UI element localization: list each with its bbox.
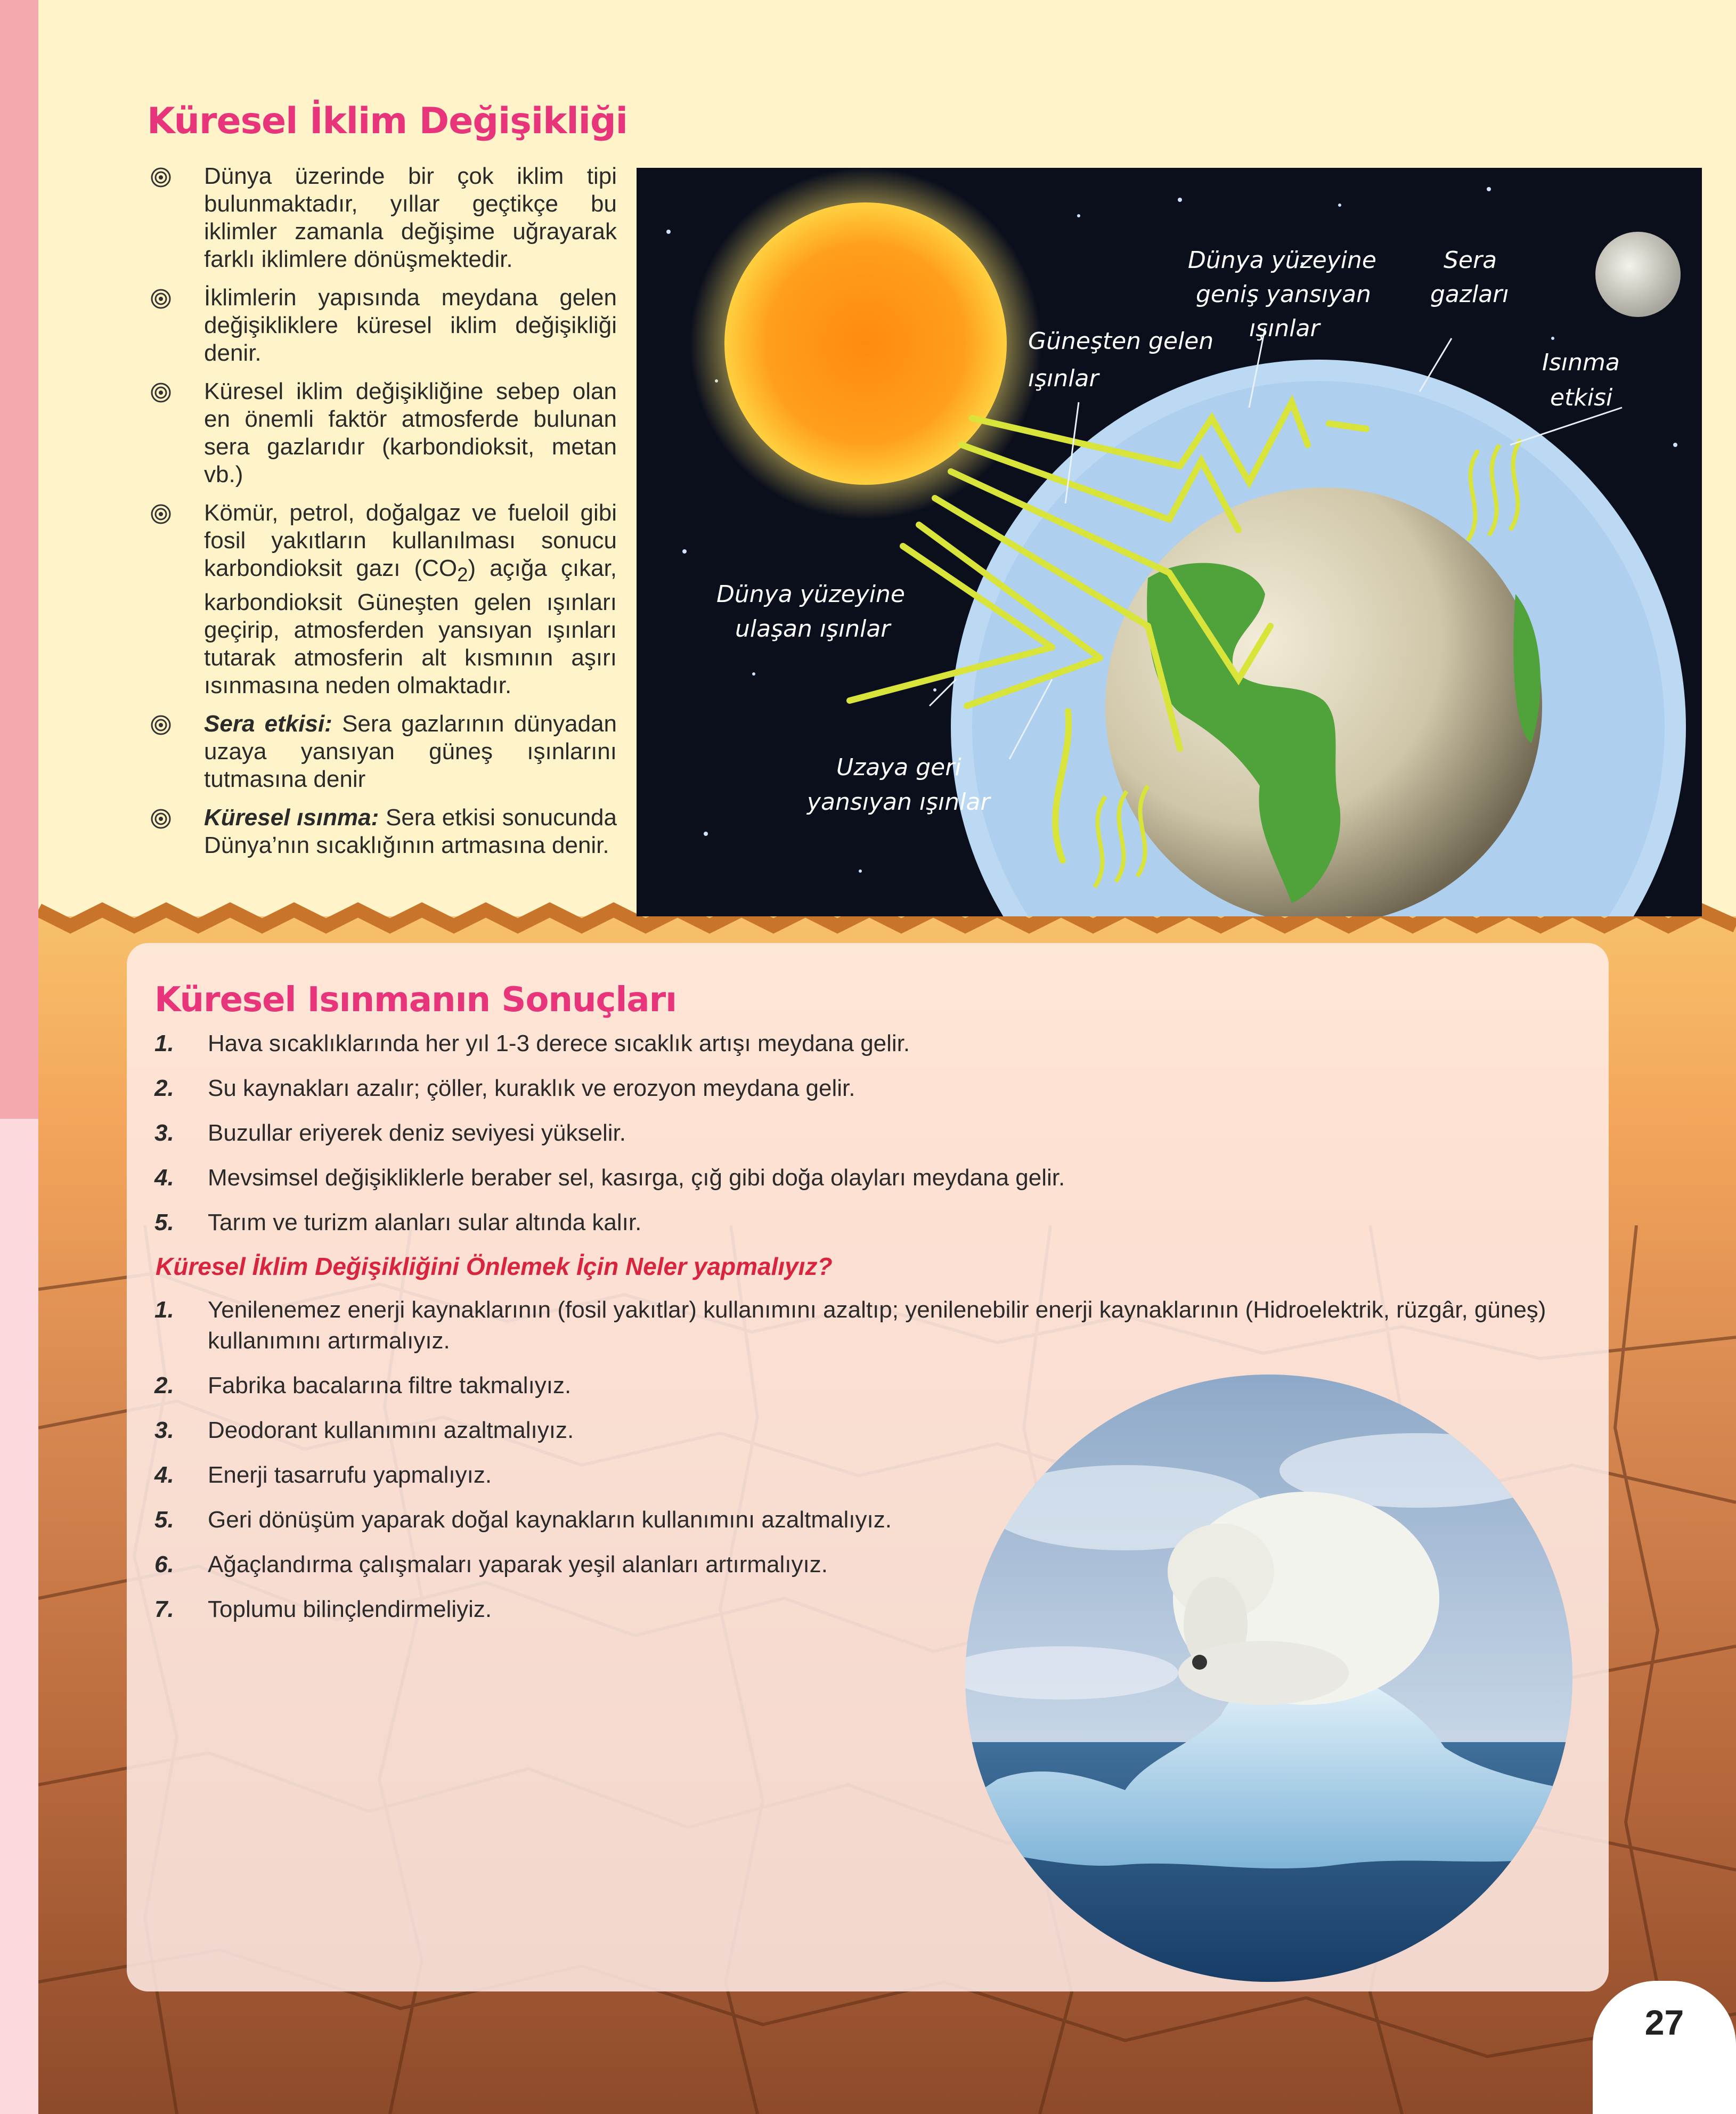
item-number: 5.: [154, 1507, 174, 1533]
warming-results-list: [154, 1028, 1065, 1238]
bullet-text: Sera etkisi sonucunda Dünya’nın sıcaklığının artmasına denir.: [204, 804, 617, 858]
label-reach-surface: Dünya yüzeyine: [716, 581, 905, 608]
bullet-item: [148, 710, 617, 793]
item-text: Fabrika bacalarına filtre takmalıyız.: [208, 1372, 572, 1399]
item-number: 4.: [154, 1462, 174, 1488]
label-warming-2: etkisi: [1550, 384, 1613, 411]
item-number: 5.: [154, 1209, 174, 1235]
item-text: Su kaynakları azalır; çöller, kuraklık ve erozyon meydana gelir.: [208, 1075, 855, 1101]
spiral-bullet-icon: [150, 714, 172, 736]
bullet-text: Kömür, petrol, doğalgaz ve fueloil gibi fosil yakıtların kullanılması sonucu karbondioksit gazı (CO: [204, 500, 617, 581]
greenhouse-effect-diagram: [637, 168, 1702, 916]
item-number: 1.: [154, 1297, 174, 1323]
item-text: Yenilenemez enerji kaynaklarının (fosil yakıtlar) kullanımını azaltıp; yenilenebilir enerji kaynaklarının (Hidroelektrik, rüzgâr, güneş) kullanımını artırmalıyız.: [208, 1297, 1546, 1354]
label-warming: Isınma: [1542, 349, 1620, 376]
label-greenhouse: Sera: [1444, 247, 1497, 274]
spiral-bullet-icon: [150, 503, 172, 525]
item-number: 7.: [154, 1596, 174, 1622]
page-number: 27: [1644, 2003, 1684, 2042]
item-text: Deodorant kullanımını azaltmalıyız.: [208, 1417, 574, 1443]
list-item: [154, 1162, 1065, 1193]
label-reach-surface-2: ulaşan ışınlar: [735, 615, 891, 643]
item-text: Ağaçlandırma çalışmaları yaparak yeşil alanları artırmalıyız.: [208, 1551, 828, 1578]
list-item: [154, 1118, 1065, 1149]
item-number: 4.: [154, 1165, 174, 1191]
subscript-2: 2: [457, 563, 468, 586]
label-sun-rays: Güneşten gelen: [1028, 328, 1214, 355]
section-title-climate-change: Küresel İklim Değişikliği: [147, 100, 627, 142]
bullet-item: [148, 162, 617, 273]
list-item: [154, 1073, 1065, 1104]
label-space-reflect: Uzaya geri: [836, 754, 961, 781]
bullet-text: Küresel iklim değişikliğine sebep olan en önemli faktör atmosferde bulunan sera gazlarıdır (karbondioksit, metan vb.): [204, 378, 617, 487]
item-text: Mevsimsel değişikliklerle beraber sel, kasırga, çığ gibi doğa olayları meydana gelir.: [208, 1165, 1065, 1191]
climate-change-bullets: [148, 162, 617, 870]
page-number-tab: [1593, 1981, 1736, 2114]
polar-bear-illustration: [965, 1375, 1572, 1982]
bullet-text: Sera gazlarının dünyadan uzaya yansıyan güneş ışınlarını tutmasına denir: [204, 710, 617, 792]
item-number: 3.: [154, 1120, 174, 1146]
item-number: 3.: [154, 1417, 174, 1443]
item-number: 2.: [154, 1372, 174, 1399]
list-item: [154, 1028, 1065, 1059]
bullet-text: İklimlerin yapısında meydana gelen değişikliklere küresel iklim değişikliği denir.: [204, 284, 617, 366]
page-edge-bar-lower: [0, 1119, 38, 2114]
page-edge-bar: [0, 0, 38, 1119]
bullet-item: [148, 284, 617, 367]
item-text: Buzullar eriyerek deniz seviyesi yükselir.: [208, 1120, 626, 1146]
item-text: Geri dönüşüm yaparak doğal kaynakların kullanımını azaltmalıyız.: [208, 1507, 892, 1533]
label-surface-reflect: Dünya yüzeyine: [1188, 247, 1376, 274]
label-greenhouse-2: gazları: [1430, 281, 1509, 308]
bullet-item: [148, 378, 617, 489]
item-text: Enerji tasarrufu yapmalıyız.: [208, 1462, 492, 1488]
item-text: Tarım ve turizm alanları sular altında kalır.: [208, 1209, 642, 1235]
list-item: [154, 1370, 1603, 1401]
label-surface-reflect-2: geniş yansıyan: [1196, 281, 1371, 308]
item-number: 6.: [154, 1551, 174, 1578]
polar-bear-image: [965, 1375, 1572, 1982]
term-greenhouse-effect: Sera etkisi:: [204, 710, 332, 737]
label-surface-reflect-3: ışınlar: [1249, 315, 1320, 342]
item-text: Toplumu bilinçlendirmeliyiz.: [208, 1596, 492, 1622]
item-number: 1.: [154, 1030, 174, 1056]
sun: [724, 202, 1007, 485]
prevention-heading: Küresel İklim Değişikliğini Önlemek İçin Neler yapmalıyız?: [156, 1253, 833, 1280]
label-space-reflect-2: yansıyan ışınlar: [807, 788, 990, 816]
list-item: [154, 1295, 1603, 1356]
spiral-bullet-icon: [150, 808, 172, 830]
spiral-bullet-icon: [150, 288, 172, 310]
spiral-bullet-icon: [150, 167, 172, 188]
spiral-bullet-icon: [150, 382, 172, 403]
item-text: Hava sıcaklıklarında her yıl 1-3 derece sıcaklık artışı meydana gelir.: [208, 1030, 910, 1056]
bullet-item: [148, 499, 617, 700]
moon: [1595, 232, 1681, 317]
term-global-warming: Küresel ısınma:: [204, 804, 379, 831]
bullet-text-cont: ) açığa çıkar, karbondioksit Güneşten gelen ışınları geçirip, atmosferden yansıyan ışınları tutarak atmosferin alt kısmının aşırı ısınmasına neden olmaktadır.: [204, 555, 617, 698]
section-title-warming-results: Küresel Isınmanın Sonuçları: [154, 980, 677, 1020]
bullet-text: Dünya üzerinde bir çok iklim tipi bulunmaktadır, yıllar geçtikçe bu iklimler zamanla değişime uğrayarak farklı iklimlere dönüşmektedir.: [204, 163, 617, 272]
item-number: 2.: [154, 1075, 174, 1101]
label-sun-rays-2: ışınlar: [1028, 365, 1099, 392]
bullet-item: [148, 804, 617, 859]
list-item: [154, 1207, 1065, 1238]
